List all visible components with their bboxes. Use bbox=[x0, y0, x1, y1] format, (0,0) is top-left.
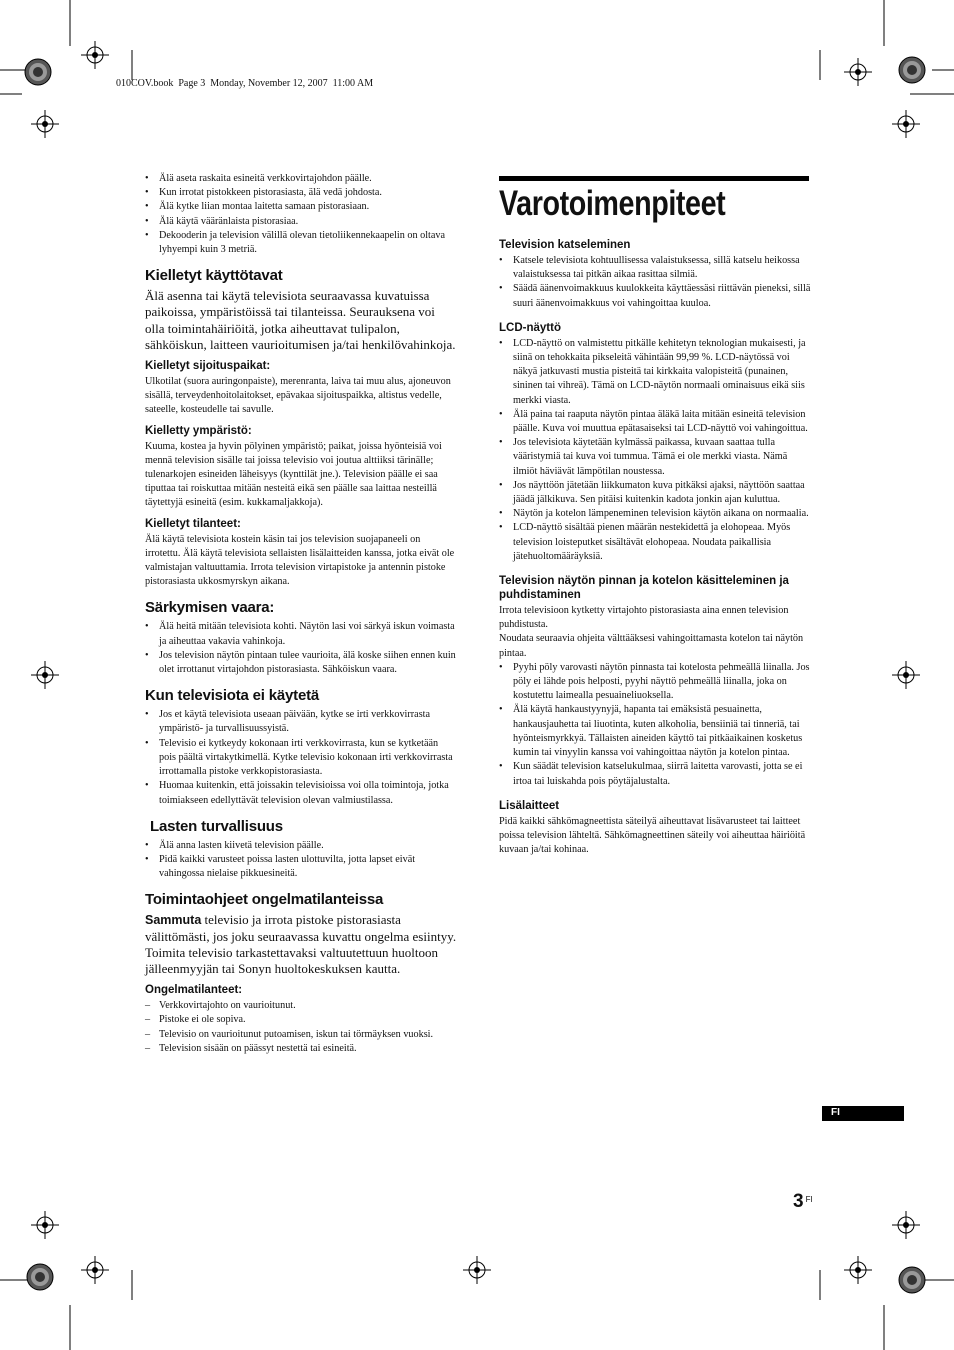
language-tab bbox=[822, 1106, 904, 1121]
list-item: – Verkkovirtajohto on vaurioitunut. bbox=[145, 999, 457, 1013]
list-item: • Jos et käytä televisiota useaan päivään, kytke se irti verkkovirrasta ympäristö- ja turvallisuussyistä. bbox=[145, 708, 457, 736]
language-tab-label: FI bbox=[831, 1107, 840, 1118]
subheading: LCD-näyttö bbox=[499, 321, 561, 334]
bullet-list bbox=[145, 620, 457, 677]
list-item: • Dekooderin ja television välillä olevan tietoliikennekaapelin on oltava lyhyempi kuin 3 metriä. bbox=[145, 229, 457, 257]
section-heading: Särkymisen vaara: bbox=[145, 599, 275, 617]
bullet-list bbox=[499, 254, 811, 311]
page-number bbox=[793, 1191, 813, 1213]
list-item: • Kun säädät television katselukulmaa, siirrä laitetta varovasti, jotta se ei irtoa tai luiskahda pois pöytäjalustalta. bbox=[499, 760, 811, 788]
paragraph: Älä asenna tai käytä televisiota seuraavassa kuvatuissa paikoissa, ympäristöissä tai tilanteissa. Seurauksena voi olla toimintahäiriöitä, jotka aiheuttavat tulipalon, sähköiskun, laitteen vaurioitumisen ja/tai henkilövahinkoja. bbox=[145, 288, 456, 352]
paragraph: Irrota televisioon kytketty virtajohto pistorasiasta aina ennen television puhdistusta. bbox=[499, 605, 789, 631]
list-item: • Älä kytke liian montaa laitetta samaan pistorasiaan. bbox=[145, 200, 457, 214]
list-item: • Jos näyttöön jätetään liikkumaton kuva pitkäksi ajaksi, näyttöön saattaa jäädä jälkikuva. Sen pitäisi kuitenkin kadota jonkin ajan kuluttua. bbox=[499, 479, 811, 507]
list-item: • Jos televisiota käytetään kylmässä paikassa, kuvaan saattaa tulla vääristymiä tai kuva voi tummua. Tämä ei ole merkki viasta. Nämä ilmiöt häviävät lämpötilan noustessa. bbox=[499, 436, 811, 479]
paragraph: Kuuma, kostea ja hyvin pölyinen ympäristö; paikat, joissa hyönteisiä voi mennä television sisälle tai joissa televisio voi joutua alttiiksi tärinälle; tulenarkojen esineiden läheisyys (kynttilät jne.). Television päälle ei saa tiputtaa tai roiskuttaa mitään nesteitä eikä sen päälle saa laittaa nesteillä täytettyjä esineitä (esim. kukkamaljakkoja). bbox=[145, 440, 442, 509]
paragraph: Älä käytä televisiota kostein käsin tai jos television suojapaneeli on irrotettu. Älä käytä televisiota sellaisten lisälaitteiden kanssa, jotka eivät ole valmistajan valtuuttamia. Irrota television virtapistoke ja antennin pistoke pistorasiasta ukkosmyrskyn aikana. bbox=[145, 533, 455, 588]
page-title: Varotoimenpiteet bbox=[499, 184, 726, 223]
list-item: • Älä aseta raskaita esineitä verkkovirtajohdon päälle. bbox=[145, 172, 457, 186]
paragraph: Noudata seuraavia ohjeita välttääksesi vahingoittamasta kotelon tai näytön pintaa. bbox=[499, 633, 804, 659]
list-item: • Älä paina tai raaputa näytön pintaa äläkä laita mitään esineitä television päälle. Kuva voi muuttua epätasaiseksi tai LCD-näyttö voi vahingoittua. bbox=[499, 408, 811, 436]
subheading: Television katseleminen bbox=[499, 239, 631, 251]
list-item: • Jos television näytön pintaan tulee vaurioita, älä koske siihen ennen kuin olet irrottanut virtajohdon pistorasiasta. Sähköiskun vaara. bbox=[145, 649, 457, 677]
page-number-value: 3 bbox=[793, 1191, 804, 1212]
file-header: 010COV.book Page 3 Monday, November 12, 2007 11:00 AM bbox=[116, 78, 374, 89]
list-item: • Kun irrotat pistokkeen pistorasiasta, älä vedä johdosta. bbox=[145, 186, 457, 200]
list-item: • Huomaa kuitenkin, että joissakin televisioissa voi olla toimintoja, jotka toimiakseen edellyttävät television olevan valmiustilassa. bbox=[145, 779, 457, 807]
list-item: • Näytön ja kotelon lämpeneminen television käytön aikana on normaalia. bbox=[499, 507, 811, 521]
dash-list bbox=[145, 999, 457, 1056]
list-item: • Älä anna lasten kiivetä television päälle. bbox=[145, 839, 457, 853]
list-item: • LCD-näyttö on valmistettu pitkälle kehitetyn teknologian mukaisesti, ja siinä on tehokkaita pikseleitä vähintään 99,99 %. LCD-näytössä voi näkyä jatkuvasti mustia pisteitä tai kirkkaita valopisteitä (punainen, sininen tai vihreä). Tämä on LCD-näytön normaali ominaisuus eikä siis merkki viasta. bbox=[499, 337, 811, 408]
section-heading: Lasten turvallisuus bbox=[150, 817, 283, 835]
right-column bbox=[499, 232, 811, 857]
list-item: • LCD-näyttö sisältää pienen määrän nestekidettä ja elohopeaa. Myös television loisteputket sisältävät elohopeaa. Noudata paikallisia jätehuoltomääräyksiä. bbox=[499, 521, 811, 564]
list-item: – Television sisään on päässyt nestettä tai esineitä. bbox=[145, 1042, 457, 1056]
title-rule bbox=[499, 176, 809, 181]
list-item: • Pidä kaikki varusteet poissa lasten ulottuvilta, jotta lapset eivät vahingossa nielaise pikkuesineitä. bbox=[145, 853, 457, 881]
intro-list bbox=[145, 172, 457, 257]
paragraph-text: televisio ja irrota pistoke pistorasiasta välittömästi, jos joku seuraavassa kuvattu ongelma esiintyy. bbox=[145, 912, 457, 944]
emphasis: Sammuta bbox=[145, 913, 202, 928]
bullet-list bbox=[499, 337, 811, 564]
paragraph bbox=[145, 912, 457, 944]
page-number-suffix: FI bbox=[805, 1195, 813, 1204]
list-item: • Älä heitä mitään televisiota kohti. Näytön lasi voi särkyä iskun voimasta ja aiheuttaa vakavia vahinkoja. bbox=[145, 620, 457, 648]
section-heading: Toimintaohjeet ongelmatilanteissa bbox=[145, 891, 384, 909]
subheading: Kielletyt tilanteet: bbox=[145, 517, 241, 530]
paragraph: Pidä kaikki sähkömagneettista säteilyä aiheuttavat lisävarusteet tai laitteet poissa television lähteltä. Sähkömagneettinen säteily voi aiheuttaa häiriöitä kuvaan ja/tai kohinaa. bbox=[499, 815, 806, 856]
bullet-list bbox=[145, 839, 457, 882]
paragraph: Ulkotilat (suora auringonpaiste), merenranta, laiva tai muu alus, ajoneuvon sisällä, terveydenhoitolaitokset, epävakaa sijoituspaikka, altistus vedelle, sateelle, kosteudelle tai savulle. bbox=[145, 376, 451, 416]
subheading: Kielletyt sijoituspaikat: bbox=[145, 360, 271, 373]
paragraph: Toimita televisio tarkastettavaksi valtuutettuun huoltoon jälleenmyyjän tai Sonyn huoltokeskuksen kautta. bbox=[145, 944, 438, 976]
list-item: • Pyyhi pöly varovasti näytön pinnasta tai kotelosta pehmeällä liinalla. Jos pöly ei lähde pois helposti, pyyhi näyttö pehmeällä liinalla, joka on kostutettu laimealla pesuaineliuoksella. bbox=[499, 661, 811, 704]
section-heading: Kun televisiota ei käytetä bbox=[145, 687, 320, 705]
bullet-list bbox=[499, 661, 811, 789]
bullet-list bbox=[145, 708, 457, 807]
subheading: Ongelmatilanteet: bbox=[145, 984, 243, 997]
subheading: Lisälaitteet bbox=[499, 799, 560, 812]
list-item: • Säädä äänenvoimakkuus kuulokkeita käyttäessäsi riittävän pieneksi, sillä suuri äänenvoimakkuus voi vahingoittaa kuuloa. bbox=[499, 282, 811, 310]
list-item: • Katsele televisiota kohtuullisessa valaistuksessa, sillä katselu heikossa valaistuksessa tai pitkän aikaa rasittaa silmiä. bbox=[499, 254, 811, 282]
section-heading: Kielletyt käyttötavat bbox=[145, 267, 283, 285]
subheading: Television näytön pinnan ja kotelon käsitteleminen ja puhdistaminen bbox=[499, 575, 789, 602]
left-column bbox=[145, 172, 457, 1056]
list-item: • Älä käytä hankaustyynyjä, hapanta tai emäksistä pesuainetta, hankausjauhetta tai liuotinta, kuten alkoholia, bensiiniä tai tinneriä, tai hyönteismyrkkyä. Tällaisten aineiden käyttö tai pitkäaikainen kosketus kumin tai vinyylin kanssa voi vahingoittaa näytön ja kotelon pintaa. bbox=[499, 703, 811, 760]
list-item: • Televisio ei kytkeydy kokonaan irti verkkovirrasta, kun se kytketään pois päältä virtakytkimellä. Kytke televisio kokonaan irti verkkovirrasta irrottamalla pistoke verkkopistorasiasta. bbox=[145, 737, 457, 780]
list-item: • Älä käytä vääränlaista pistorasiaa. bbox=[145, 215, 457, 229]
subheading: Kielletty ympäristö: bbox=[145, 424, 252, 437]
list-item: – Televisio on vaurioitunut putoamisen, iskun tai törmäyksen vuoksi. bbox=[145, 1028, 457, 1042]
list-item: – Pistoke ei ole sopiva. bbox=[145, 1013, 457, 1027]
